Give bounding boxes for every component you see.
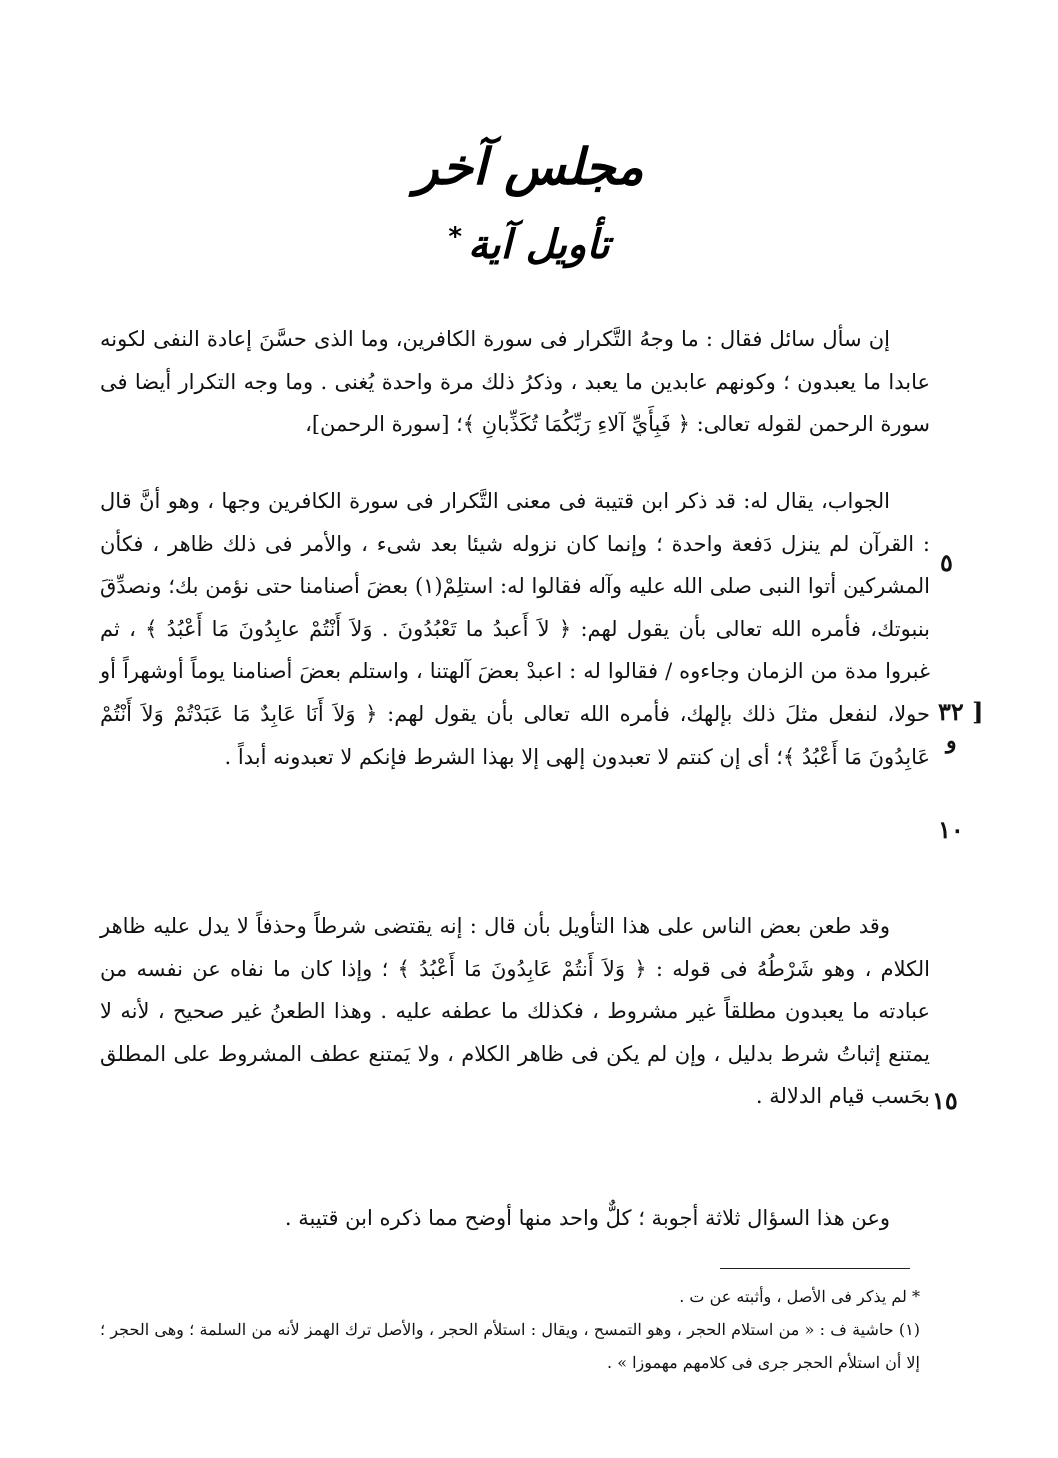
footnote-star: * لم يذكر فى الأصل ، وأثبته عن ت . (679, 1287, 920, 1306)
footnote-1: (١) حاشية ف : « من استلام الحجر ، وهو التمسح ، ويقال : استلأم الحجر ، والأصل ترك الهمز لأنه من السلمة ؛ وهى الحجر ؛ إلا أن استلأم الحجر جرى فى كلامهم مهموزا » . (100, 1320, 921, 1372)
paragraph-text: وقد طعن بعض الناس على هذا التأويل بأن قال : إنه يقتضى شرطاً وحذفاً لا يدل عليه ظاهر الكلام ، وهو شَرْطُهُ فى قوله : ﴿ وَلاَ أَنتُمْ عَابِدُونَ مَا أَعْبُدُ ﴾ ؛ وإذا كان ما نفاه عن نفسه من عبادته ما يعبدون مطلقاً غير مشروط ، فكذلك ما عطفه عليه . وهذا الطعنُ غير صحيح ، لأنه لا يمتنع إثباتُ شرط بدليل ، وإن لم يكن فى ظاهر الكلام ، ولا يَمتنع عطف المشروط على المطلق بحَسب قيام الدلالة . (100, 914, 930, 1109)
footnote-star-marker: * (448, 222, 462, 252)
paragraph-question (100, 318, 930, 446)
paragraph-text: وعن هذا السؤال ثلاثة أجوبة ؛ كلٌّ واحد منها أوضح مما ذكره ابن قتيبة . (284, 1206, 890, 1230)
page-reference: [ ٣٢ (938, 697, 984, 726)
footnote-divider (720, 1268, 910, 1269)
paragraph-objection (100, 905, 930, 1118)
subtitle-text: تأويل آية (467, 222, 610, 268)
section-title: مجلس آخر (414, 138, 644, 196)
section-subtitle (0, 222, 1058, 268)
line-number-5: ٥ (940, 548, 953, 577)
paragraph-answer (100, 480, 930, 778)
page-reference-mark: و (946, 728, 957, 754)
footnotes (100, 1280, 920, 1379)
paragraph-text: الجواب، يقال له: قد ذكر ابن قتيبة فى معنى التَّكرار فى سورة الكافرين وجها ، وهو أنَّ قال : القرآن لم ينزل دَفعة واحدة ؛ وإنما كان نزوله شيئا بعد شىء ، والأمر فى ذلك ظاهر ، فكأن المشركين أتوا النبى صلى الله عليه وآله فقالوا له: استلِمْ(١) بعضَ أصنامنا حتى نؤمن بك؛ ونصدِّقَ بنبوتك، فأمره الله تعالى بأن يقول لهم: ﴿ لاَ أَعبدُ ما تَعْبُدُونَ . وَلاَ أَنْتُمْ عابِدُونَ مَا أَعْبُدُ ﴾ ، ثم غبروا مدة من الزمان وجاءوه / فقالوا له : اعبدْ بعضَ آلهتنا ، واستلم بعضَ أصنامنا يوماً أوشهراً أو حولا، لنفعل مثلَ ذلك بإلهك، فأمره الله تعالى بأن يقول لهم: ﴿ وَلاَ أَنَا عَابِدٌ مَا عَبَدْتُمْ وَلاَ أَنْتُمْ عَابِدُونَ مَا أَعْبُدُ ﴾؛ أى إن كنتم لا تعبدون إلهى إلا بهذا الشرط فإنكم لا تعبدونه أبداً . (100, 489, 930, 769)
line-number-10: ١٠ (938, 815, 964, 844)
paragraph-text: إن سأل سائل فقال : ما وجهُ التَّكرار فى سورة الكافرين، وما الذى حسَّنَ إعادة النفى لكونه عابدا ما يعبدون ؛ وكونهم عابدين ما يعبد ، وذكرُ ذلك مرة واحدة يُغنى . وما وجه التكرار أيضا فى سورة الرحمن لقوله تعالى: ﴿ فَبِأَيِّ آلاءِ رَبِّكُمَا تُكَذِّبانِ ﴾؛ [سورة الرحمن]، (100, 327, 930, 437)
paragraph-conclusion (100, 1197, 930, 1240)
line-number-15: ١٥ (932, 1086, 958, 1115)
